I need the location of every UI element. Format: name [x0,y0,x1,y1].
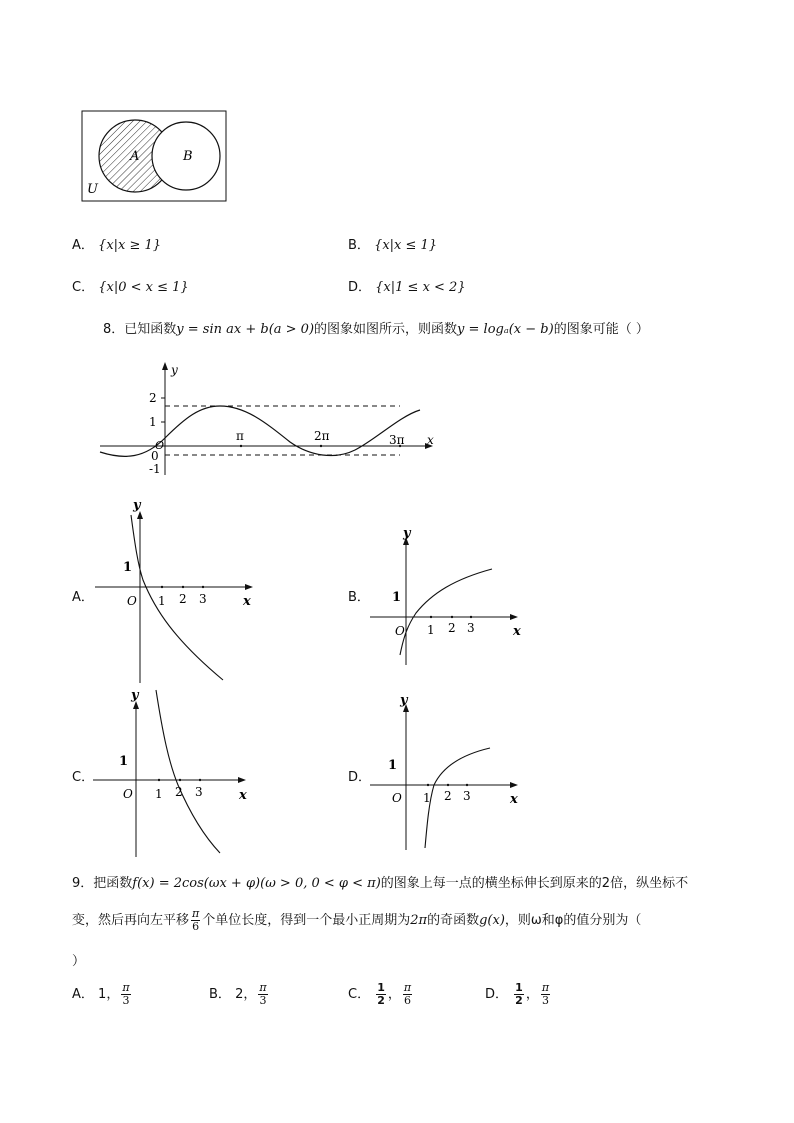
question-text: ，则ω和φ的值分别为（ [504,913,642,928]
fraction-numerator: π [259,981,267,994]
x-tick-3: 3 [199,592,207,606]
y-axis-label: y [171,363,178,377]
question-text: 的图象上每一点的横坐标伸长到原来的2倍，纵坐标不 [380,876,689,891]
question-text: 把函数 [93,876,133,891]
tick-label-neg1: -1 [149,462,161,476]
q8-question [103,318,649,337]
y-tick-1: 1 [119,754,129,769]
y-tick-1: 1 [123,560,133,575]
x-tick-2: 2 [175,785,183,799]
omega-fraction [514,982,524,1007]
option-letter: B． [209,987,231,1002]
separator: ， [525,987,539,1002]
q9-line-1 [72,872,688,891]
venn-diagram [80,110,230,204]
separator: ， [106,987,120,1002]
set-b-label: B [183,149,193,164]
tick-label-2pi: 2π [314,429,330,443]
fraction-denominator: 3 [541,994,549,1007]
x-tick-1: 1 [155,787,163,801]
q9-line-2 [72,908,641,933]
phi-fraction [541,982,550,1007]
fraction-numerator: 1 [515,981,523,994]
fraction-numerator: π [403,981,412,994]
separator: ， [387,987,401,1002]
y-label: y [131,688,139,703]
option-letter: A． [72,238,94,253]
omega-value: 2 [235,987,244,1002]
graph-option-c [93,685,258,860]
function-2: y = logₐ(x − b) [457,322,554,337]
tick-label-2: 2 [149,391,157,405]
origin: O [123,787,133,801]
function-1: y = sin ax + b(a > 0) [176,322,315,337]
x-tick-3: 3 [463,789,471,803]
question-text: 的图象如图所示，则函数 [314,322,458,337]
option-letter: B． [348,238,370,253]
y-label: y [403,526,411,541]
omega-fraction [376,982,386,1007]
x-tick-2: 2 [179,592,187,606]
graph-option-b [370,525,535,670]
question-text: 变，然后再向左平移 [72,913,190,928]
graph-option-d-label: D． [348,770,372,785]
fraction-denominator: 2 [377,994,385,1007]
fraction-numerator: 1 [377,981,385,994]
option-expr: {x|1 ≤ x < 2} [375,280,466,295]
q7-option-c [72,276,189,295]
q9-option-a [72,982,133,1007]
y-label: y [400,693,408,708]
q9-option-c [348,982,414,1007]
y-tick-1: 1 [392,590,402,605]
curve [400,569,492,655]
graph-option-d [370,690,535,855]
function-g: g(x) [479,913,505,928]
question-number: 9． [72,876,94,891]
phi-fraction [403,982,412,1007]
option-letter: C． [72,280,95,295]
x-tick-1: 1 [158,594,166,608]
set-a-label: A [130,149,140,164]
fraction-numerator: π [541,981,550,994]
option-letter: C． [348,987,371,1002]
option-letter: D． [348,280,372,295]
curve [425,748,490,848]
omega-value: 1 [98,987,107,1002]
graph-option-c-label: C． [72,770,95,785]
question-text: 的图象可能（ ） [553,322,649,337]
origin: O [395,624,405,638]
q9-option-b [209,982,270,1007]
shift-fraction [191,908,200,933]
origin: O [392,791,402,805]
option-expr: {x|x ≥ 1} [98,238,162,253]
universe-label: U [87,182,98,197]
separator: ， [243,987,257,1002]
y-axis-arrow [162,362,168,370]
phi-fraction [121,982,130,1007]
fraction-denominator: 3 [122,994,130,1007]
graph-option-a [95,495,265,685]
option-letter: A． [72,987,94,1002]
q7-option-b [348,234,437,253]
x-tick-1: 1 [423,791,431,805]
tick-label-3pi: 3π [389,433,405,447]
option-expr: {x|x ≤ 1} [374,238,438,253]
x-label: x [239,788,247,803]
x-tick-1: 1 [427,623,435,637]
fraction-denominator: 2 [515,994,523,1007]
tick-label-0: 0 [151,449,159,463]
origin: O [127,594,137,608]
tick-label-pi: π [236,429,244,443]
y-label: y [133,498,141,513]
fraction-denominator: 6 [192,920,200,933]
q9-line-3: ） [72,954,86,969]
sine-curve [100,406,420,456]
x-tick-3: 3 [467,621,475,635]
x-axis-label: x [427,433,434,447]
fraction-denominator: 6 [404,994,411,1007]
origin-label: O [155,439,165,452]
curve [156,690,220,853]
question-text: 的奇函数 [427,913,480,928]
question-number: 8． [103,322,125,337]
graph-option-a-label: A． [72,590,94,605]
y-tick-1: 1 [388,758,398,773]
tick-label-1: 1 [149,415,157,429]
function-f: f(x) = 2cos(ωx + φ)(ω > 0, 0 < φ < π) [132,876,381,891]
question-text: 个单位长度，得到一个最小正周期为 [202,913,411,928]
q7-option-d [348,276,466,295]
fraction-denominator: 3 [259,994,267,1007]
question-text: 已知函数 [124,322,177,337]
x-label: x [243,594,251,609]
x-tick-3: 3 [195,785,203,799]
x-label: x [513,624,521,639]
period-value: 2π [410,913,428,928]
q7-option-a [72,234,161,253]
sine-graph [95,360,445,480]
option-letter: D． [485,987,509,1002]
fraction-numerator: π [192,907,200,920]
x-tick-2: 2 [448,621,456,635]
q9-option-d [485,982,552,1007]
x-label: x [510,792,518,807]
phi-fraction [258,982,267,1007]
option-expr: {x|0 < x ≤ 1} [98,280,189,295]
fraction-numerator: π [122,981,130,994]
x-tick-2: 2 [444,789,452,803]
graph-option-b-label: B． [348,590,370,605]
curve [131,515,223,680]
